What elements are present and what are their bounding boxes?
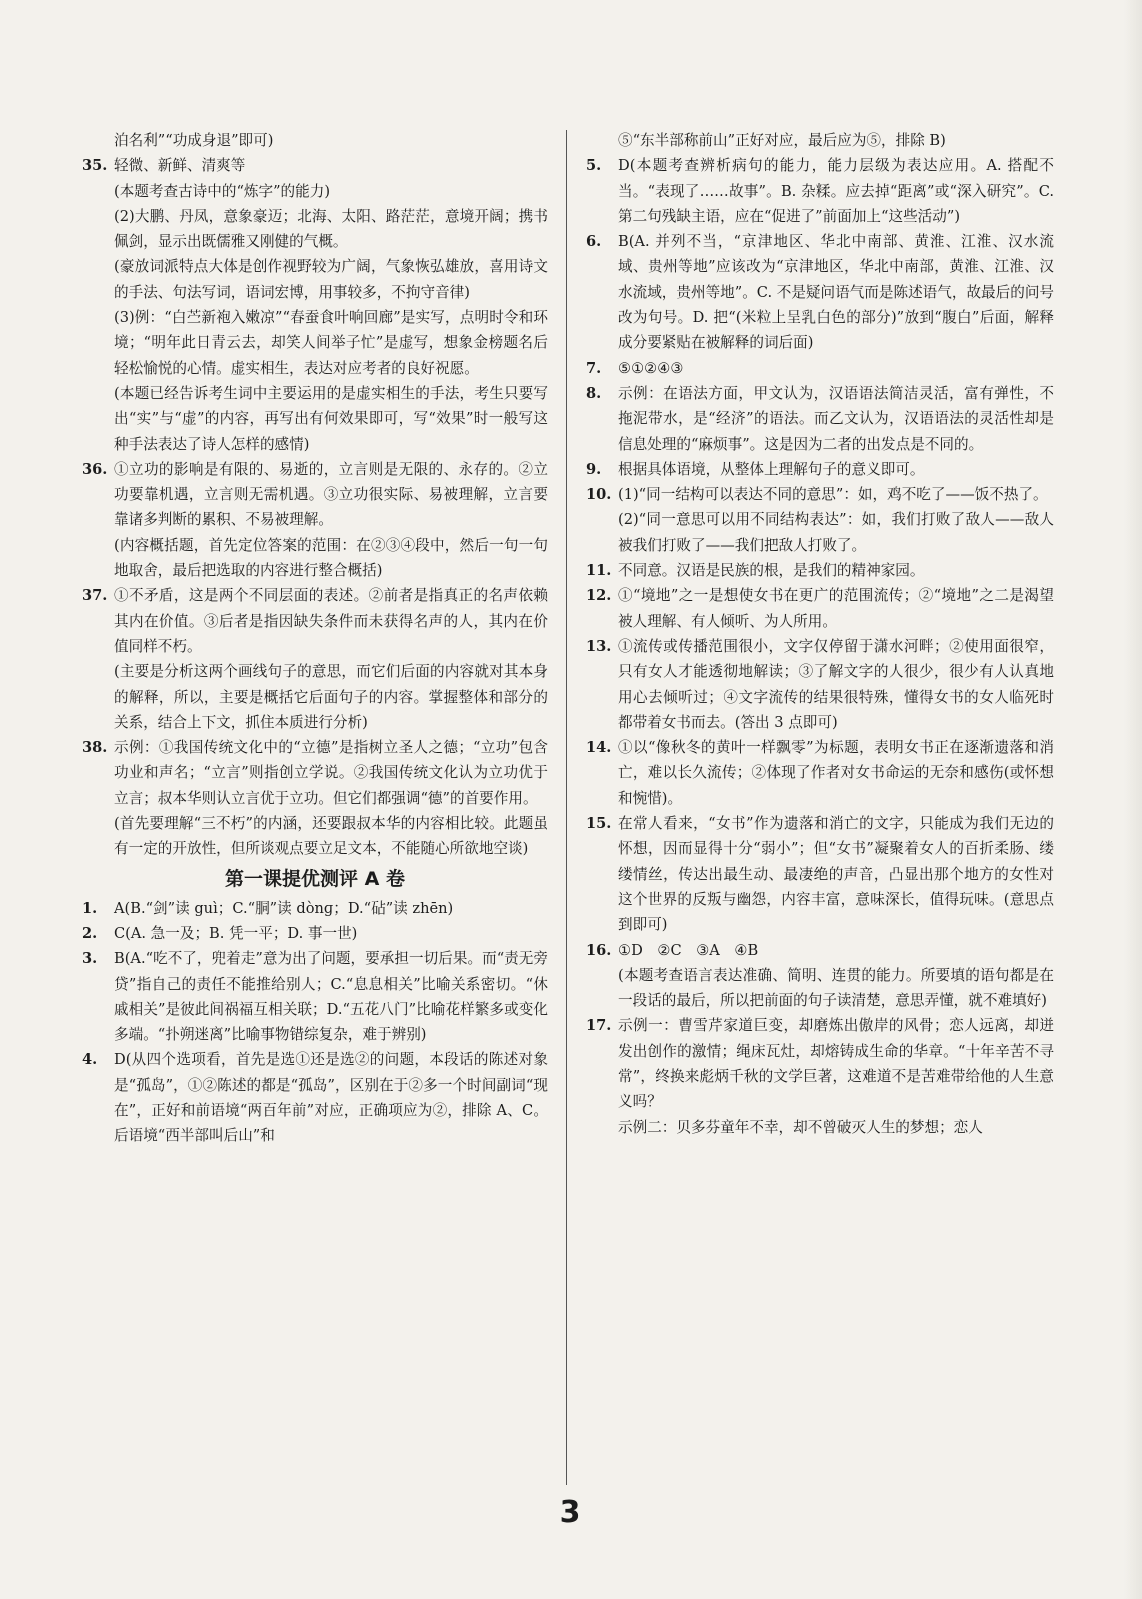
answer-number: 35. bbox=[82, 157, 108, 175]
answer-number: 12. bbox=[586, 587, 612, 605]
answer-text: 示例：在语法方面，甲文认为，汉语语法简洁灵活，富有弹性，不拖泥带水，是“经济”的语法。而乙文认为，汉语语法的灵活性却是信息处理的“麻烦事”。这是因为二者的出发点是不同的。 bbox=[618, 384, 1054, 453]
answer-number: 36. bbox=[82, 460, 108, 478]
answer-text: ⑤①②④③ bbox=[618, 359, 684, 377]
answer-number: 10. bbox=[586, 486, 612, 504]
answer-text: D(本题考查辨析病句的能力，能力层级为表达应用。A. 搭配不当。“表现了……故事”。B. 杂糅。应去掉“距离”或“深入研究”。C. 第二句残缺主语，应在“促进了”前面加上“这些活动”) bbox=[618, 157, 1054, 225]
answer-text: ①“境地”之一是想使女书在更广的范围流传；②“境地”之二是渴望被人理解、有人倾听、为人所用。 bbox=[618, 587, 1054, 630]
answer-number: 17. bbox=[586, 1017, 612, 1035]
answer-note: (3)例：“白苎新袍入嫩凉”“春蚕食叶响回廊”是实写，点明时令和环境；“明年此日青云去，却笑人间举子忙”是虚写，想象金榜题名后轻松愉悦的心情。虚实相生，表达对应考者的良好祝愿。 bbox=[114, 309, 548, 377]
answer-item bbox=[82, 457, 548, 533]
answer-number: 4. bbox=[82, 1051, 98, 1069]
column-divider bbox=[566, 130, 567, 1485]
answer-note: (本题已经告诉考生词中主要运用的是虚实相生的手法，考生只要写出“实”与“虚”的内容，再写出有何效果即可，写“效果”时一般写这种手法表达了诗人怎样的感情) bbox=[114, 384, 548, 453]
answer-item bbox=[586, 938, 1054, 963]
answer-number: 14. bbox=[586, 739, 612, 757]
answer-item bbox=[586, 457, 1054, 482]
answer-note: (首先要理解“三不朽”的内涵，还要跟叔本华的内容相比较。此题虽有一定的开放性，但所谈观点要立足文本，不能随心所欲地空谈) bbox=[114, 815, 548, 858]
right-column bbox=[586, 128, 1054, 1140]
answer-number: 8. bbox=[586, 384, 602, 402]
continued-text: ⑤“东半部称前山”正好对应，最后应为⑤，排除 B) bbox=[618, 132, 946, 149]
answer-text: 示例一：曹雪芹家道巨变，却磨炼出傲岸的风骨；恋人远离，却迸发出创作的激情；绳床瓦灶，却熔铸成生命的华章。“十年辛苦不寻常”，终换来彪炳千秋的文学巨著，这难道不是苦难带给他的人生意义吗？ bbox=[618, 1017, 1054, 1111]
answer-item bbox=[586, 229, 1054, 355]
page-number: 3 bbox=[559, 1495, 581, 1530]
answer-item bbox=[82, 153, 548, 178]
answer-number: 38. bbox=[82, 739, 108, 757]
answer-item bbox=[82, 1047, 548, 1148]
answer-note: (本题考查古诗中的“炼字”的能力) bbox=[114, 182, 331, 200]
answer-note: (2)“同一意思可以用不同结构表达”：如，我们打败了敌人——敌人被我们打败了——我们把敌人打败了。 bbox=[618, 511, 1054, 554]
answer-item bbox=[586, 735, 1054, 811]
answer-item bbox=[82, 583, 548, 659]
answer-text: 在常人看来，“女书”作为遗落和消亡的文字，只能成为我们无边的怀想，因而显得十分“弱小”；但“女书”凝聚着女人的百折柔肠、缕缕情丝，传达出最生动、最凄绝的声音，凸显出那个地方的女性对这个世界的反叛与幽怨，内容丰富，意味深长，值得玩味。(意思点到即可) bbox=[618, 815, 1054, 934]
answer-note: (主要是分析这两个画线句子的意思，而它们后面的内容就对其本身的解释，所以，主要是概括它后面句子的内容。掌握整体和部分的关系，结合上下文，抓住本质进行分析) bbox=[114, 663, 548, 731]
answer-note: (内容概括题，首先定位答案的范围：在②③④段中，然后一句一句地取舍，最后把选取的内容进行整合概括) bbox=[114, 536, 548, 580]
answer-text: A(B.“剑”读 guì；C.“胴”读 dònɡ；D.“砧”读 zhēn) bbox=[114, 899, 454, 917]
answer-number: 13. bbox=[586, 637, 612, 655]
answer-number: 2. bbox=[82, 924, 98, 942]
left-column bbox=[82, 128, 548, 1149]
answer-text: 根据具体语境，从整体上理解句子的意义即可。 bbox=[618, 460, 925, 478]
answer-text: B(A. 并列不当，“京津地区、华北中南部、黄淮、江淮、汉水流域、贵州等地”应该改为“京津地区，华北中南部，黄淮、江淮、汉水流域，贵州等地”。C. 不是疑问语气而是陈述语气，故最后的问号改为句号。D. 把“(米粒上呈乳白色的部分)”放到“腹白”后面，解释成分要紧贴在被解释的词后面) bbox=[618, 233, 1055, 352]
answer-note: 示例二：贝多芬童年不幸，却不曾破灭人生的梦想；恋人 bbox=[618, 1118, 983, 1136]
continued-text: 泊名利”“功成身退”即可) bbox=[114, 132, 274, 149]
answer-text: D(从四个选项看，首先是选①还是选②的问题，本段话的陈述对象是“孤岛”，①②陈述的都是“孤岛”，区别在于②多一个时间副词“现在”，正好和前语境“两百年前”对应，正确项应为②，排除 A、C。后语境“西半部叫后山”和 bbox=[114, 1051, 548, 1145]
answer-item bbox=[586, 482, 1054, 507]
answer-number: 9. bbox=[586, 460, 602, 478]
answer-text: (1)“同一结构可以表达不同的意思”：如，鸡不吃了——饭不热了。 bbox=[618, 486, 1048, 504]
answer-text: ①流传或传播范围很小，文字仅停留于潇水河畔；②使用面很窄，只有女人才能透彻地解读；③了解文字的人很少，很少有人认真地用心去倾听过；④文字流传的结果很特殊，懂得女书的女人临死时都带着女书而去。(答出 3 点即可) bbox=[618, 637, 1054, 731]
answer-item bbox=[82, 735, 548, 811]
answer-number: 5. bbox=[586, 157, 602, 175]
page-edge-shadow bbox=[1124, 0, 1142, 1599]
answer-item bbox=[586, 153, 1054, 229]
answer-item bbox=[586, 634, 1054, 735]
answer-text: 轻微、新鲜、清爽等 bbox=[114, 157, 246, 175]
answer-note: (本题考查语言表达准确、简明、连贯的能力。所要填的语句都是在一段话的最后，所以把前面的句子读清楚，意思弄懂，就不难填好) bbox=[618, 966, 1054, 1010]
answer-number: 16. bbox=[586, 941, 612, 959]
answer-text: ①立功的影响是有限的、易逝的，立言则是无限的、永存的。②立功要靠机遇，立言则无需机遇。③立功很实际、易被理解，立言要靠诸多判断的累积、不易被理解。 bbox=[114, 460, 548, 529]
answer-item bbox=[586, 1013, 1054, 1114]
answer-note: (豪放词派特点大体是创作视野较为广阔，气象恢弘雄放，喜用诗文的手法、句法写词，语词宏博，用事较多，不拘守音律) bbox=[114, 258, 548, 301]
answer-text: 示例：①我国传统文化中的“立德”是指树立圣人之德；“立功”包含功业和声名；“立言”则指创立学说。②我国传统文化认为立功优于立言；叔本华则认立言优于立功。但它们都强调“德”的首要作用。 bbox=[114, 739, 548, 807]
answer-item bbox=[586, 558, 1054, 583]
answer-text: 不同意。汉语是民族的根，是我们的精神家园。 bbox=[618, 562, 925, 580]
answer-text: C(A. 急一及；B. 凭一平；D. 事一世) bbox=[114, 924, 358, 942]
section-title: 第一课提优测评 A 卷 bbox=[225, 867, 405, 890]
answer-note: (2)大鹏、丹凤，意象豪迈；北海、太阳、路茫茫，意境开阔；携书佩剑，显示出既儒雅又刚健的气概。 bbox=[114, 207, 548, 251]
answer-item bbox=[82, 896, 548, 921]
answer-item bbox=[586, 356, 1054, 381]
answer-item bbox=[82, 921, 548, 946]
answer-number: 7. bbox=[586, 359, 602, 377]
answer-text: ①D ②C ③A ④B bbox=[618, 941, 759, 959]
answer-item bbox=[586, 583, 1054, 634]
answer-item bbox=[82, 946, 548, 1047]
answer-text: ①不矛盾，这是两个不同层面的表述。②前者是指真正的名声依赖其内在价值。③后者是指因缺失条件而未获得名声的人，其内在价值同样不朽。 bbox=[114, 587, 548, 655]
answer-number: 1. bbox=[82, 899, 98, 917]
answer-item bbox=[586, 811, 1054, 937]
answer-item bbox=[586, 381, 1054, 457]
answer-number: 3. bbox=[82, 950, 98, 968]
answer-text: ①以“像秋冬的黄叶一样飘零”为标题，表明女书正在逐渐遗落和消亡，难以长久流传；②体现了作者对女书命运的无奈和感伤(或怀想和惋惜)。 bbox=[618, 739, 1054, 807]
answer-number: 15. bbox=[586, 815, 612, 833]
answer-text: B(A.“吃不了，兜着走”意为出了问题，要承担一切后果。而“责无旁贷”指自己的责任不能推给别人；C.“息息相关”比喻关系密切。“休戚相关”是彼此间祸福互相关联；D.“五花八门”比喻花样繁多或变化多端。“扑朔迷离”比喻事物错综复杂，难于辨别) bbox=[114, 950, 548, 1044]
answer-number: 11. bbox=[586, 562, 612, 580]
answer-number: 6. bbox=[586, 233, 602, 251]
answer-number: 37. bbox=[82, 587, 108, 605]
